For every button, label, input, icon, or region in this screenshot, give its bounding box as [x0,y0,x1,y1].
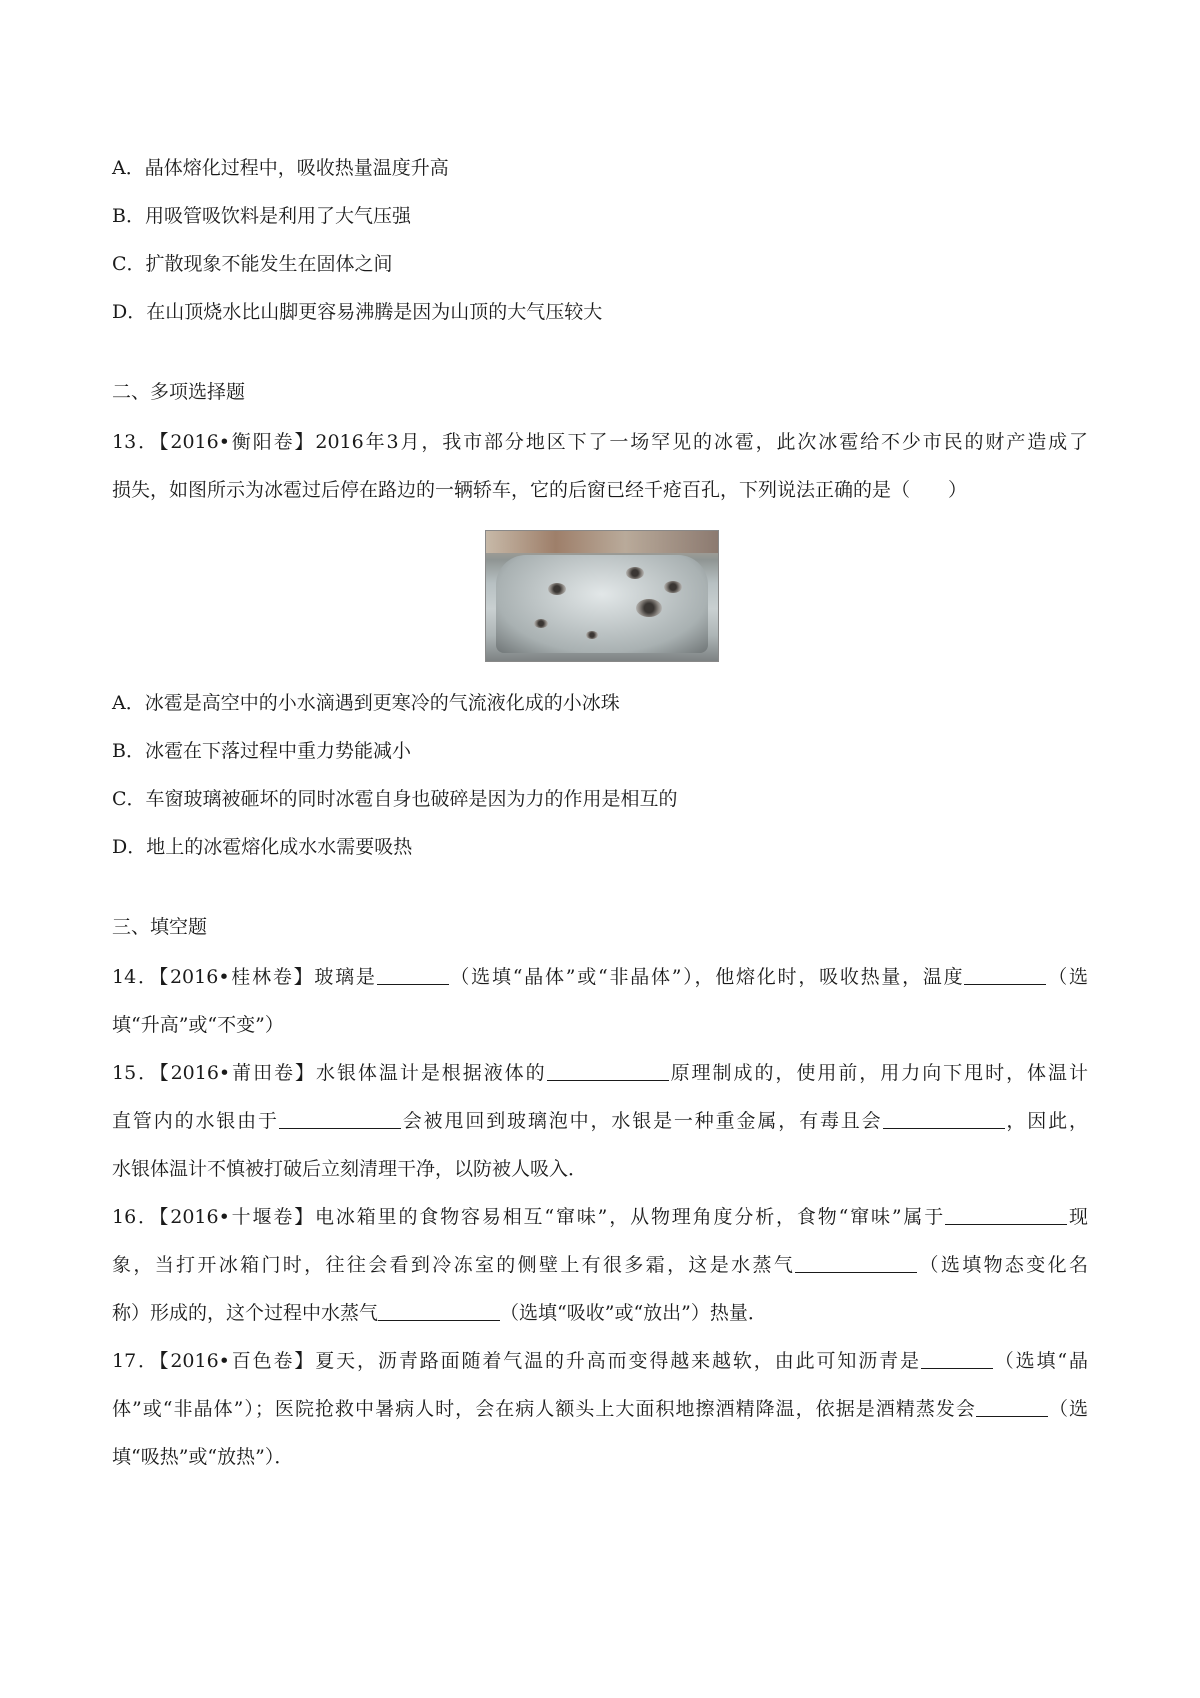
q13-option-d: D．地上的冰雹熔化成水水需要吸热 [112,836,413,858]
q17-line3: 填“吸热”或“放热”）． [112,1446,294,1468]
q15-line2: 直管内的水银由于 会被甩回到玻璃泡中，水银是一种重金属，有毒且会 ，因此， [112,1110,1088,1132]
q12-option-a: A．晶体熔化过程中，吸收热量温度升高 [112,157,449,179]
q14-line2: 填“升高”或“不变”） [112,1014,284,1036]
answer-blank[interactable] [795,1252,917,1273]
q14-line1: 14．【2016•桂林卷】玻璃是 （选填“晶体”或“非晶体”），他熔化时，吸收热量，温度 （选 [112,966,1088,988]
q16-line1: 16．【2016•十堰卷】电冰箱里的食物容易相互“窜味”，从物理角度分析，食物“窜味”属于 现 [112,1206,1088,1228]
answer-blank[interactable] [964,964,1046,985]
answer-blank[interactable] [279,1108,401,1129]
q15-line1: 15．【2016•莆田卷】水银体温计是根据液体的 原理制成的，使用前，用力向下甩时，体温计 [112,1062,1088,1084]
answer-blank[interactable] [377,964,449,985]
section-title-multiple-choice: 二、多项选择题 [112,381,246,403]
answer-blank[interactable] [378,1300,500,1321]
q17-line1: 17．【2016•百色卷】夏天，沥青路面随着气温的升高而变得越来越软，由此可知沥青是 （选填“晶 [112,1350,1088,1372]
q17-line2: 体”或“非晶体”）；医院抢救中暑病人时，会在病人额头上大面积地擦酒精降温，依据是酒精蒸发会 （选 [112,1398,1088,1420]
q12-option-d: D．在山顶烧水比山脚更容易沸腾是因为山顶的大气压较大 [112,301,603,323]
q15-line3: 水银体温计不慎被打破后立刻清理干净，以防被人吸入． [112,1158,588,1180]
q13-option-b: B．冰雹在下落过程中重力势能减小 [112,740,411,762]
q13-stem-line2: 损失，如图所示为冰雹过后停在路边的一辆轿车，它的后窗已经千疮百孔，下列说法正确的是（ ） [112,479,968,501]
section-title-fill-in: 三、填空题 [112,916,208,938]
q16-line3: 称）形成的，这个过程中水蒸气 （选填“吸收”或“放出”）热量． [112,1302,767,1324]
answer-blank[interactable] [921,1348,993,1369]
q12-option-b: B．用吸管吸饮料是利用了大气压强 [112,205,411,227]
q13-stem-line1: 13．【2016•衡阳卷】2016年3月，我市部分地区下了一场罕见的冰雹，此次冰雹给不少市民的财产造成了 [112,431,1088,453]
answer-blank[interactable] [547,1060,669,1081]
answer-blank[interactable] [976,1396,1048,1417]
q16-line2: 象，当打开冰箱门时，往往会看到冷冻室的侧壁上有很多霜，这是水蒸气 （选填物态变化名 [112,1254,1088,1276]
answer-blank[interactable] [883,1108,1005,1129]
hail-damaged-car-photo [485,530,719,662]
answer-blank[interactable] [945,1204,1067,1225]
q13-option-c: C．车窗玻璃被砸坏的同时冰雹自身也破碎是因为力的作用是相互的 [112,788,678,810]
q12-option-c: C．扩散现象不能发生在固体之间 [112,253,393,275]
q13-option-a: A．冰雹是高空中的小水滴遇到更寒冷的气流液化成的小冰珠 [112,692,620,714]
